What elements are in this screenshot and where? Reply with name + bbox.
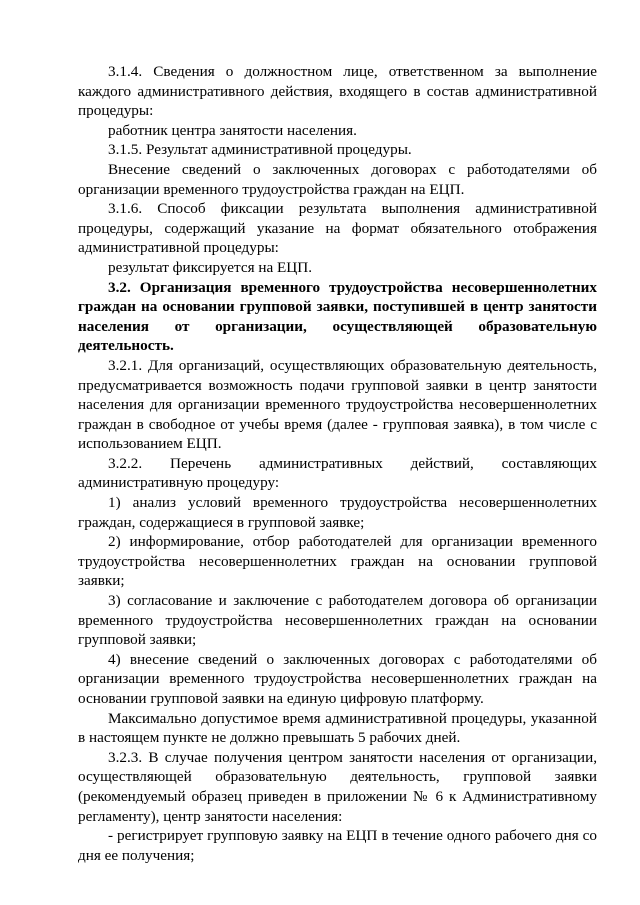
document-page [78, 62, 597, 865]
list-item-4: 4) внесение сведений о заключенных договорах с работодателями об организации временного трудоустройства несовершеннолетних граждан на основании групповой заявки на единую цифровую платформу. [78, 650, 597, 707]
paragraph-3-1-5: 3.1.5. Результат административной процедуры. [108, 141, 412, 159]
paragraph-responsible-worker: работник центра занятости населения. [108, 121, 357, 139]
paragraph-3-2-3: 3.2.3. В случае получения центром занятости населения от организации, осуществляющей образовательную деятельность, групповой заявки (рекомендуемый образец приведен в приложении № 6 к Административному регламенту), центр занятости населения: [78, 748, 597, 825]
section-heading-3-2: 3.2. Организация временного трудоустройства несовершеннолетних граждан на основании групповой заявки, поступившей в центр занятости населения от организации, осуществляющей образовательную деятельность. [78, 278, 597, 355]
paragraph-result-description: Внесение сведений о заключенных договорах с работодателями об организации временного трудоустройства граждан на ЕЦП. [78, 160, 597, 198]
paragraph-3-1-4: 3.1.4. Сведения о должностном лице, ответственном за выполнение каждого административного действия, входящего в состав административной процедуры: [78, 63, 597, 120]
paragraph-3-2-2: 3.2.2. Перечень административных действий, составляющих административную процедуру: [78, 454, 597, 492]
paragraph-3-1-6: 3.1.6. Способ фиксации результата выполнения административной процедуры, содержащий указание на формат обязательного отображения административной процедуры: [78, 200, 597, 257]
list-item-3: 3) согласование и заключение с работодателем договора об организации временного трудоустройства несовершеннолетних граждан на основании групповой заявки; [78, 592, 597, 649]
list-item-2: 2) информирование, отбор работодателей для организации временного трудоустройства несовершеннолетних граждан на основании групповой заявки; [78, 533, 597, 590]
paragraph-3-2-1: 3.2.1. Для организаций, осуществляющих образовательную деятельность, предусматривается возможность подачи групповой заявки в центр занятости населения для организации временного трудоустройства несовершеннолетних граждан в свободное от учебы время (далее - групповая заявка), в том числе с использованием ЕЦП. [78, 356, 597, 453]
list-item-1: 1) анализ условий временного трудоустройства несовершеннолетних граждан, содержащиеся в групповой заявке; [78, 494, 597, 531]
paragraph-max-time: Максимально допустимое время административной процедуры, указанной в настоящем пункте не должно превышать 5 рабочих дней. [78, 709, 597, 747]
paragraph-result-recorded: результат фиксируется на ЕЦП. [108, 258, 313, 276]
paragraph-registers-request: - регистрирует групповую заявку на ЕЦП в течение одного рабочего дня со дня ее получения; [78, 827, 597, 864]
